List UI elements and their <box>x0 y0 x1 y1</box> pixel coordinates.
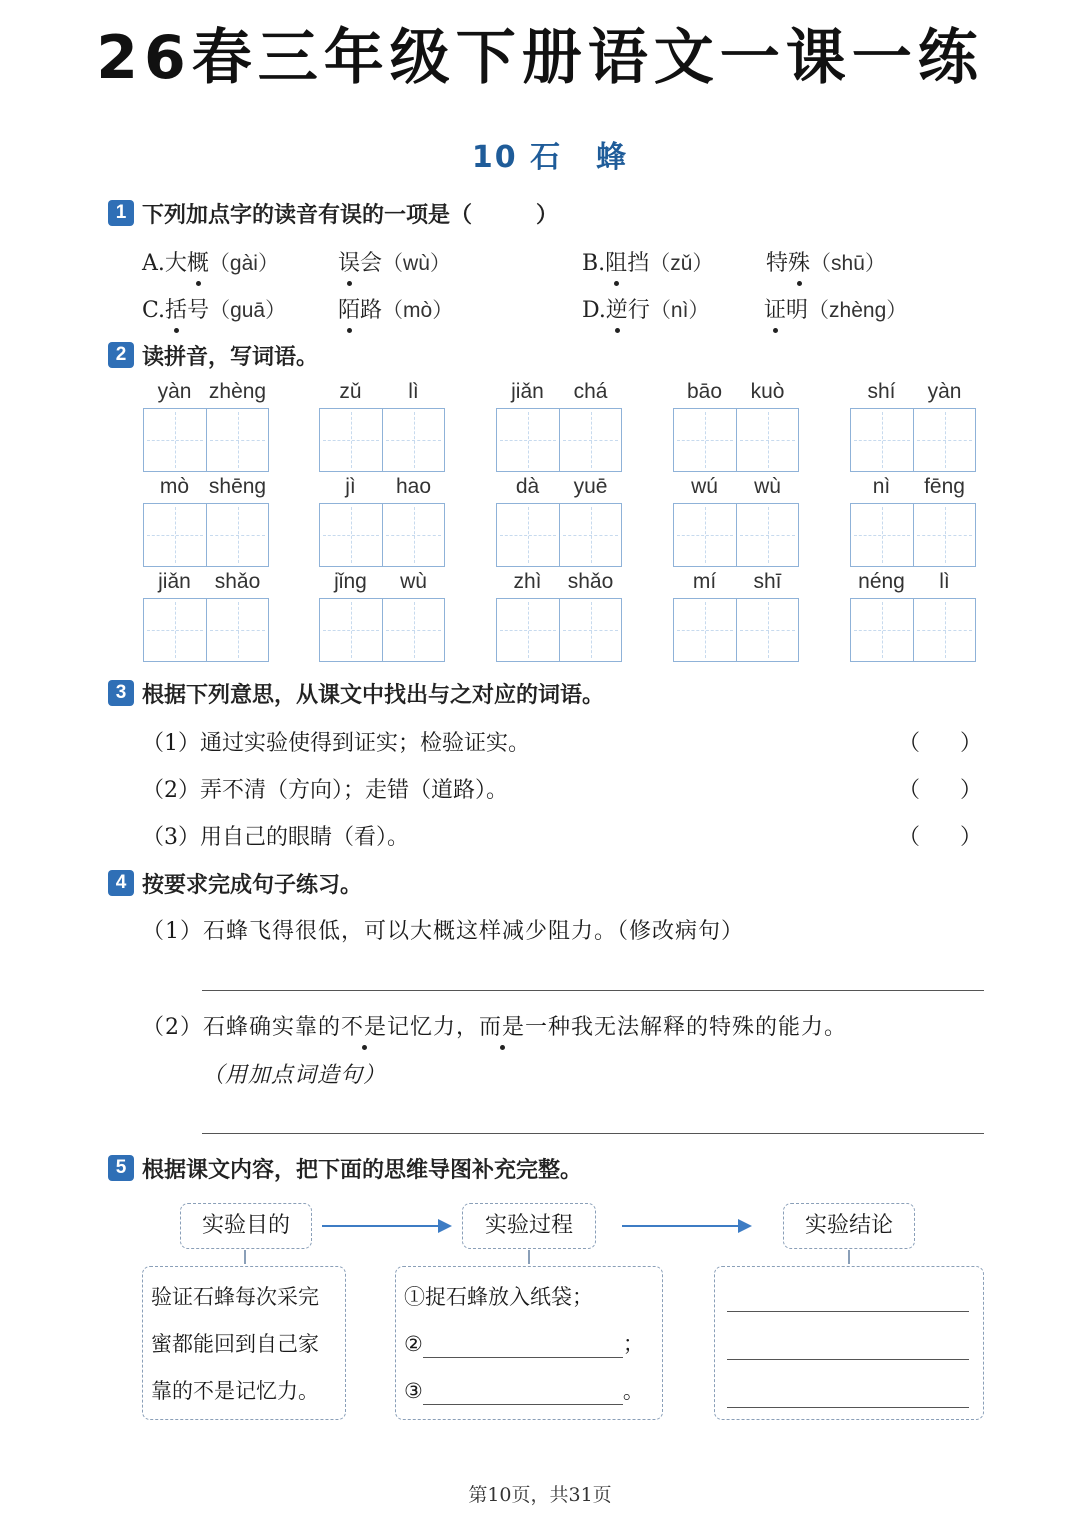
writing-cell[interactable] <box>559 409 621 471</box>
answer-line[interactable] <box>202 1133 984 1134</box>
lesson-char-1: 石 <box>530 140 563 175</box>
writing-cell[interactable] <box>382 409 444 471</box>
pinyin-word <box>143 380 269 472</box>
pinyin-syllable: zhì <box>513 570 542 593</box>
pinyin-word <box>673 475 799 567</box>
pinyin-syllable: mò <box>159 475 190 498</box>
q1-heading <box>108 198 558 228</box>
q1-prompt-end: ） <box>536 202 559 228</box>
pinyin-label <box>143 570 269 598</box>
writing-cell[interactable] <box>913 599 975 661</box>
writing-cell[interactable] <box>144 409 206 471</box>
writing-cell[interactable] <box>144 504 206 566</box>
lesson-number: 10 <box>471 140 518 175</box>
pinyin-syllable: yàn <box>157 380 192 403</box>
writing-cell[interactable] <box>913 504 975 566</box>
pinyin-syllable: néng <box>858 570 905 593</box>
writing-cell[interactable] <box>674 409 736 471</box>
writing-cell[interactable] <box>206 409 268 471</box>
q4-heading <box>108 868 362 898</box>
page-footer: 第10页，共31页 <box>468 1484 612 1506</box>
dotted-char: 括 <box>165 293 187 324</box>
pinyin-word <box>850 570 976 662</box>
tianzige-grid <box>673 598 799 662</box>
pinyin-word <box>673 380 799 472</box>
pinyin-syllable: jǐng <box>334 570 367 593</box>
answer-blank[interactable] <box>423 1380 623 1405</box>
writing-cell[interactable] <box>913 409 975 471</box>
tianzige-grid <box>319 503 445 567</box>
pinyin-syllable: dà <box>515 475 540 498</box>
pinyin-word <box>319 570 445 662</box>
pinyin-label <box>850 380 976 408</box>
banner-title: 26春三年级下册语文一课一练 <box>96 23 984 93</box>
pinyin-syllable: yuē <box>573 475 608 498</box>
connector <box>528 1250 530 1264</box>
tianzige-grid <box>850 503 976 567</box>
writing-cell[interactable] <box>851 409 913 471</box>
pinyin-syllable: jì <box>345 475 356 498</box>
pinyin-word <box>143 570 269 662</box>
pinyin-label <box>143 380 269 408</box>
pinyin-label <box>673 570 799 598</box>
q1-option-d-word2: 证明（zhèng） <box>764 293 907 324</box>
lesson-char-2: 蜂 <box>596 140 629 175</box>
pinyin-syllable: shī <box>753 570 782 593</box>
writing-cell[interactable] <box>144 599 206 661</box>
q4-sentence-1: （1）石蜂飞得很低，可以大概这样减少阻力。（修改病句） <box>142 919 744 944</box>
writing-cell[interactable] <box>206 504 268 566</box>
pinyin-label <box>319 570 445 598</box>
pinyin-word <box>143 475 269 567</box>
writing-cell[interactable] <box>559 504 621 566</box>
pinyin-word <box>496 570 622 662</box>
writing-cell[interactable] <box>320 409 382 471</box>
tianzige-grid <box>319 408 445 472</box>
pinyin-word <box>496 475 622 567</box>
pinyin-label <box>673 475 799 503</box>
pinyin-syllable: shǎo <box>567 570 614 593</box>
q5-number-badge: 5 <box>108 1155 134 1181</box>
writing-cell[interactable] <box>736 599 798 661</box>
q4-number-badge: 4 <box>108 870 134 896</box>
tianzige-grid <box>143 503 269 567</box>
answer-blank[interactable] <box>423 1333 623 1358</box>
tianzige-grid <box>496 598 622 662</box>
writing-cell[interactable] <box>736 504 798 566</box>
dotted-char: 概 <box>187 246 209 277</box>
mindmap-purpose-content: 验证石蜂每次采完 蜜都能回到自己家 靠的不是记忆力。 <box>142 1266 346 1420</box>
lesson-title <box>0 132 1080 176</box>
pinyin-syllable: shǎo <box>214 570 261 593</box>
q1-option-a-word2: 误会（wù） <box>338 246 451 277</box>
tianzige-grid <box>850 408 976 472</box>
pinyin-syllable: shēng <box>208 475 267 498</box>
dotted-char: 阻 <box>605 246 627 277</box>
arrow-right-icon <box>322 1225 450 1227</box>
answer-parens[interactable]: （ ） <box>898 825 982 850</box>
pinyin-syllable: zhèng <box>208 380 267 403</box>
q2-prompt: 读拼音，写词语。 <box>142 344 319 370</box>
dotted-word: 而是 <box>479 1010 525 1041</box>
arrow-right-icon <box>622 1225 750 1227</box>
pinyin-syllable: fēng <box>924 475 965 498</box>
pinyin-syllable: bāo <box>686 380 723 403</box>
tianzige-grid <box>673 408 799 472</box>
answer-parens[interactable]: （ ） <box>898 731 982 756</box>
mindmap-box-process: 实验过程 <box>462 1203 596 1249</box>
pinyin-word <box>850 380 976 472</box>
writing-cell[interactable] <box>206 599 268 661</box>
pinyin-word <box>496 380 622 472</box>
writing-cell[interactable] <box>320 504 382 566</box>
pinyin-syllable: yàn <box>927 380 962 403</box>
writing-cell[interactable] <box>497 504 559 566</box>
writing-cell[interactable] <box>674 504 736 566</box>
pinyin-word <box>850 475 976 567</box>
pinyin-syllable: jiǎn <box>158 570 191 593</box>
q2-heading <box>108 340 318 370</box>
pinyin-label <box>319 380 445 408</box>
q1-prompt: 下列加点字的读音有误的一项是（ <box>142 202 473 228</box>
mindmap-box-conclusion: 实验结论 <box>783 1203 915 1249</box>
dotted-char: 殊 <box>788 246 810 277</box>
pinyin-syllable: mí <box>692 570 717 593</box>
pinyin-label <box>673 380 799 408</box>
pinyin-syllable: nì <box>872 475 891 498</box>
pinyin-label <box>496 570 622 598</box>
writing-cell[interactable] <box>674 599 736 661</box>
q1-option-c-word2: 陌路（mò） <box>338 293 453 324</box>
connector <box>848 1250 850 1264</box>
tianzige-grid <box>143 408 269 472</box>
dotted-char: 误 <box>338 246 360 277</box>
answer-blank[interactable] <box>727 1335 969 1360</box>
pinyin-syllable: wù <box>754 475 781 498</box>
pinyin-syllable: shí <box>867 380 896 403</box>
pinyin-syllable: chá <box>573 380 608 403</box>
pinyin-label <box>850 570 976 598</box>
pinyin-word <box>319 475 445 567</box>
q3-heading <box>108 678 604 708</box>
q3-prompt: 根据下列意思，从课文中找出与之对应的词语。 <box>142 682 605 708</box>
pinyin-syllable: kuò <box>750 380 785 403</box>
answer-blank[interactable] <box>727 1383 969 1408</box>
q3-number-badge: 3 <box>108 680 134 706</box>
pinyin-label <box>143 475 269 503</box>
writing-cell[interactable] <box>851 504 913 566</box>
pinyin-syllable: zǔ <box>339 380 362 403</box>
tianzige-grid <box>143 598 269 662</box>
pinyin-label <box>496 475 622 503</box>
q4-sentence-2: （2）石蜂确实靠的不是记忆力，而是一种我无法解释的特殊的能力。 <box>142 1010 847 1041</box>
q1-option-c: C.括号（guā） <box>142 293 286 324</box>
q2-number-badge: 2 <box>108 342 134 368</box>
mindmap-box-purpose: 实验目的 <box>180 1203 312 1249</box>
pinyin-word <box>673 570 799 662</box>
dotted-char: 陌 <box>338 293 360 324</box>
tianzige-grid <box>496 503 622 567</box>
pinyin-syllable: wù <box>400 570 427 593</box>
pinyin-label <box>319 475 445 503</box>
tianzige-grid <box>319 598 445 662</box>
connector <box>244 1250 246 1264</box>
q4-prompt: 按要求完成句子练习。 <box>142 872 363 898</box>
writing-cell[interactable] <box>559 599 621 661</box>
writing-cell[interactable] <box>851 599 913 661</box>
tianzige-grid <box>673 503 799 567</box>
tianzige-grid <box>496 408 622 472</box>
answer-blank[interactable] <box>727 1287 969 1312</box>
writing-cell[interactable] <box>736 409 798 471</box>
pinyin-syllable: hao <box>395 475 432 498</box>
q1-number-badge: 1 <box>108 200 134 226</box>
writing-cell[interactable] <box>497 599 559 661</box>
writing-cell[interactable] <box>382 599 444 661</box>
pinyin-syllable: jiǎn <box>511 380 544 403</box>
q1-option-b: B.阻挡（zǔ） <box>582 246 713 277</box>
pinyin-syllable: lì <box>939 570 950 593</box>
mindmap-process-content: ①捉石蜂放入纸袋； ② ； ③ 。 <box>395 1266 663 1420</box>
dotted-char: 逆 <box>606 293 628 324</box>
mindmap-conclusion-content <box>714 1266 984 1420</box>
q5-prompt: 根据课文内容，把下面的思维导图补充完整。 <box>142 1157 583 1183</box>
writing-cell[interactable] <box>382 504 444 566</box>
pinyin-label <box>496 380 622 408</box>
q1-option-a: A.大概（gài） <box>142 246 279 277</box>
dotted-char: 证 <box>764 293 786 324</box>
answer-line[interactable] <box>202 990 984 991</box>
q3-item: （2）弄不清（方向）；走错（道路）。 （ ） <box>142 773 982 803</box>
q3-item: （3）用自己的眼睛（看）。 （ ） <box>142 820 982 850</box>
pinyin-syllable: wú <box>691 475 718 498</box>
pinyin-label <box>850 475 976 503</box>
pinyin-word <box>319 380 445 472</box>
q3-item: （1）通过实验使得到证实；检验证实。 （ ） <box>142 726 982 756</box>
q1-option-b-word2: 特殊（shū） <box>766 246 886 277</box>
dotted-word: 不是 <box>341 1010 387 1041</box>
writing-cell[interactable] <box>320 599 382 661</box>
q1-option-d: D.逆行（nì） <box>582 293 709 324</box>
answer-parens[interactable]: （ ） <box>898 778 982 803</box>
pinyin-syllable: lì <box>408 380 419 403</box>
q4-sentence-2-note: （用加点词造句） <box>202 1063 387 1088</box>
writing-cell[interactable] <box>497 409 559 471</box>
tianzige-grid <box>850 598 976 662</box>
q5-heading <box>108 1153 582 1183</box>
